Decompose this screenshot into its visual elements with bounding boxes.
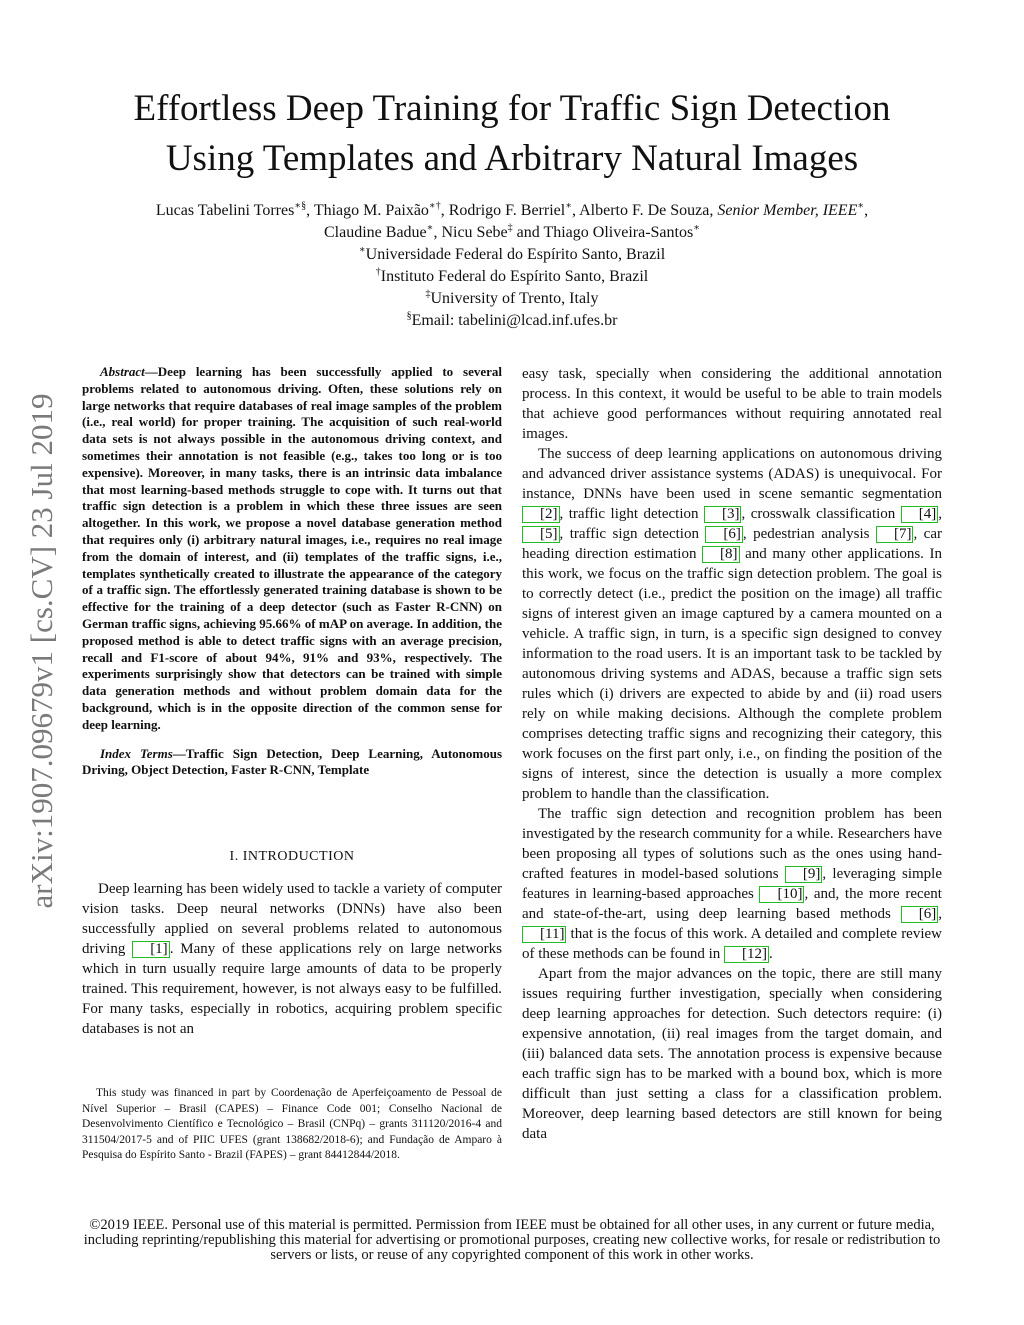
affiliation-mark: ∗ xyxy=(565,200,572,212)
affiliation-text: University of Trento, Italy xyxy=(430,290,599,307)
author-name: and Thiago Oliveira-Santos xyxy=(512,224,694,241)
paragraph-text: , xyxy=(938,906,942,922)
citation-link[interactable]: [1] xyxy=(132,941,170,958)
copyright-notice: ©2019 IEEE. Personal use of this material is permitted. Permission from IEEE must be obtained for all other uses, in any current or future media, including reprinting/republishing this material for advertising or promotional purposes, creating new collective works, for resale or redistribution to servers or lists, or reuse of any copyrighted component of this work in other works. xyxy=(83,1217,941,1263)
author-name: , Alberto F. De Souza, xyxy=(572,202,718,219)
paragraph-text: Deep learning has been widely used to tackle a variety of computer vision tasks. Deep neural networks (DNNs) have also been successfully applied on several problems related to autonomous driving xyxy=(82,881,502,958)
citation-link[interactable]: [11] xyxy=(522,926,566,943)
paragraph-text: . xyxy=(769,946,773,962)
title-line-2: Using Templates and Arbitrary Natural Images xyxy=(165,138,859,179)
author-block xyxy=(40,200,984,332)
index-terms-label: Index Terms xyxy=(100,745,173,761)
affiliation-mark: ∗ xyxy=(857,200,865,212)
author-line-1 xyxy=(40,200,984,222)
author-name: Claudine Badue xyxy=(324,224,427,241)
affiliation-3 xyxy=(40,288,984,310)
author-name: , Rodrigo F. Berriel xyxy=(440,202,566,219)
citation-link[interactable]: [10] xyxy=(759,886,804,903)
citation-link[interactable]: [5] xyxy=(522,526,560,543)
affiliation-mark: ∗ xyxy=(358,244,366,256)
funding-footnote: This study was financed in part by Coordenação de Aperfeiçoamento de Pessoal de Nível Superior – Brasil (CAPES) – Finance Code 001; Conselho Nacional de Desenvolvimento Científico e Tecnológico – Brasil (CNPq) – grants 311120/2016-4 and 311504/2017-5 and of PIIC UFES (grant 138682/2018-6); and Fundação de Amparo à Pesquisa do Espírito Santo - Brazil (FAPES) – grant 84412844/2018. xyxy=(82,1087,502,1161)
member-title: Senior Member xyxy=(717,202,815,219)
author-line-2 xyxy=(40,222,984,244)
affiliation-mark: ∗§ xyxy=(294,200,307,212)
affiliation-mark: ∗ xyxy=(426,222,434,234)
affiliation-mark: ∗ xyxy=(693,222,700,234)
separator: , xyxy=(864,202,869,219)
intro-paragraph-1 xyxy=(82,879,502,1039)
affiliation-2 xyxy=(40,266,984,288)
citation-link[interactable]: [3] xyxy=(704,506,742,523)
member-org: , IEEE xyxy=(814,202,858,219)
paragraph-text: , pedestrian analysis xyxy=(742,526,876,542)
abstract-text: —Deep learning has been successfully applied to several problems related to autonomous driving. Often, these solutions rely on large networks that require databases of real image samples of the problem (i.e., real world) for proper training. The acquisition of such real-world data sets is not always possible in the autonomous driving context, and sometimes their annotation is not feasible (e.g., takes too long or is too expensive). Moreover, in many tasks, there is an intrinsic data imbalance that most learning-based methods struggle to cope with. It turns out that traffic sign detection is a problem in which these three issues are seen altogether. In this work, we propose a novel database generation method that requires only (i) arbitrary natural images, i.e., requires no real image from the domain of interest, and (ii) templates of the traffic signs, i.e., templates synthetically created to illustrate the appearance of the category of a traffic sign. The effortlessly generated training database is shown to be effective for the training of a deep detector (such as Faster R-CNN) on German traffic signs, achieving 95.66% of mAP on average. In addition, the proposed method is able to detect traffic signs with an average precision, recall and F1-score of about 94%, 91% and 93%, respectively. The experiments surprisingly show that detectors can be trained with simple data generation methods and without problem domain data for the background, which is in the opposite direction of the common sense for deep learning. xyxy=(82,364,502,732)
abstract-label: Abstract xyxy=(100,364,145,379)
index-terms xyxy=(82,746,502,780)
paragraph-text: and many other applications. In this work, we focus on the traffic sign detection problem. The goal is to correctly detect (i.e., predict the position on the image) all traffic signs of interest given an image captured by a camera mounted on a vehicle. A traffic sign, in turn, is a specific sign designed to convey information to the road users. It is an important task to be tackled by autonomous driving systems and ADAS, because a traffic sign sets rules which (i) drivers are expected to abide by and (ii) road users rely on while making decisions. Although the complete problem comprises detecting traffic signs and recognizing their category, this work focuses on the first part only, i.e., on finding the position of the signs of interest, since the detection is usually a more complex problem to handle than the classification. xyxy=(522,546,942,802)
citation-link[interactable]: [6] xyxy=(901,906,939,923)
citation-link[interactable]: [2] xyxy=(522,506,560,523)
paragraph-text: , traffic sign detection xyxy=(559,526,706,542)
citation-link[interactable]: [9] xyxy=(785,866,823,883)
affiliation-text: Instituto Federal do Espírito Santo, Brazil xyxy=(380,268,649,285)
citation-link[interactable]: [12] xyxy=(724,946,769,963)
paragraph-text: The success of deep learning applications on autonomous driving and advanced driver assistance systems (ADAS) is unequivocal. For instance, DNNs have been used in scene semantic segmentation xyxy=(522,446,942,502)
affiliation-mark: † xyxy=(375,266,381,278)
author-name: Lucas Tabelini Torres xyxy=(155,202,295,219)
left-column xyxy=(82,364,502,1039)
citation-link[interactable]: [7] xyxy=(876,526,914,543)
right-column xyxy=(522,364,942,1144)
affiliation-1 xyxy=(40,244,984,266)
paragraph-text: . Many of these applications rely on large networks which in turn usually require large amounts of data to be properly trained. This requirement, however, is not always easy to be fulfilled. For many tasks, especially in robotics, acquiring problem specific databases is not an xyxy=(82,941,502,1038)
affiliation-mark: § xyxy=(406,310,412,322)
author-name: , Thiago M. Paixão xyxy=(306,202,429,219)
arxiv-identifier: arXiv:1907.09679v1 [cs.CV] 23 Jul 2019 xyxy=(24,393,59,909)
paragraph-text: The traffic sign detection and recognition problem has been investigated by the research community for a while. Researchers have been proposing all types of solutions such as the ones using hand-crafted features in model-based solutions xyxy=(522,806,942,882)
paragraph-text: that is the focus of this work. A detailed and complete review of these methods can be found in xyxy=(522,926,942,962)
contact-email: Email: tabelini@lcad.inf.ufes.br xyxy=(411,312,618,329)
citation-link[interactable]: [6] xyxy=(705,526,743,543)
intro-paragraph-2 xyxy=(522,444,942,804)
intro-paragraph-4: Apart from the major advances on the topic, there are still many issues requiring further investigation, specially when considering deep learning approaches for detection. Such detectors require: (i) expensive annotation, (ii) real images from the target domain, and (iii) balanced data sets. The annotation process is expensive because each traffic sign has to be marked with a bound box, which is more difficult than just setting a class for a classification problem. Moreover, deep learning based detectors are still known for being data xyxy=(522,966,942,1142)
paragraph-text: , xyxy=(938,506,942,522)
affiliation-mark: ∗† xyxy=(428,200,441,212)
paragraph-text: , crosswalk classification xyxy=(741,506,901,522)
affiliation-text: Universidade Federal do Espírito Santo, Brazil xyxy=(365,246,666,263)
paragraph-text: , and, the more recent and state-of-the-art, using deep learning based methods xyxy=(522,886,942,922)
citation-link[interactable]: [8] xyxy=(702,546,740,563)
title-line-1: Effortless Deep Training for Traffic Sign Detection xyxy=(133,88,891,129)
intro-paragraph-3 xyxy=(522,804,942,964)
affiliation-4 xyxy=(40,310,984,332)
paragraph-text: , car heading direction estimation xyxy=(522,526,942,562)
affiliation-mark: ‡ xyxy=(425,288,431,300)
citation-link[interactable]: [4] xyxy=(901,506,939,523)
intro-paragraph-continued: easy task, specially when considering the additional annotation process. In this context, it would be useful to be able to train models that achieve good performances without requiring annotated real images. xyxy=(522,366,942,442)
index-terms-text: —Traffic Sign Detection, Deep Learning, Autonomous Driving, Object Detection, Faster R-CNN, Template xyxy=(82,745,502,778)
paper-title xyxy=(60,84,964,184)
affiliation-mark: ‡ xyxy=(507,222,513,234)
author-name: , Nicu Sebe xyxy=(433,224,508,241)
abstract xyxy=(82,364,502,734)
paragraph-text: , traffic light detection xyxy=(559,506,704,522)
paragraph-text: , leveraging simple features in learning-based approaches xyxy=(522,866,942,902)
section-heading-introduction: I. INTRODUCTION xyxy=(229,849,355,865)
